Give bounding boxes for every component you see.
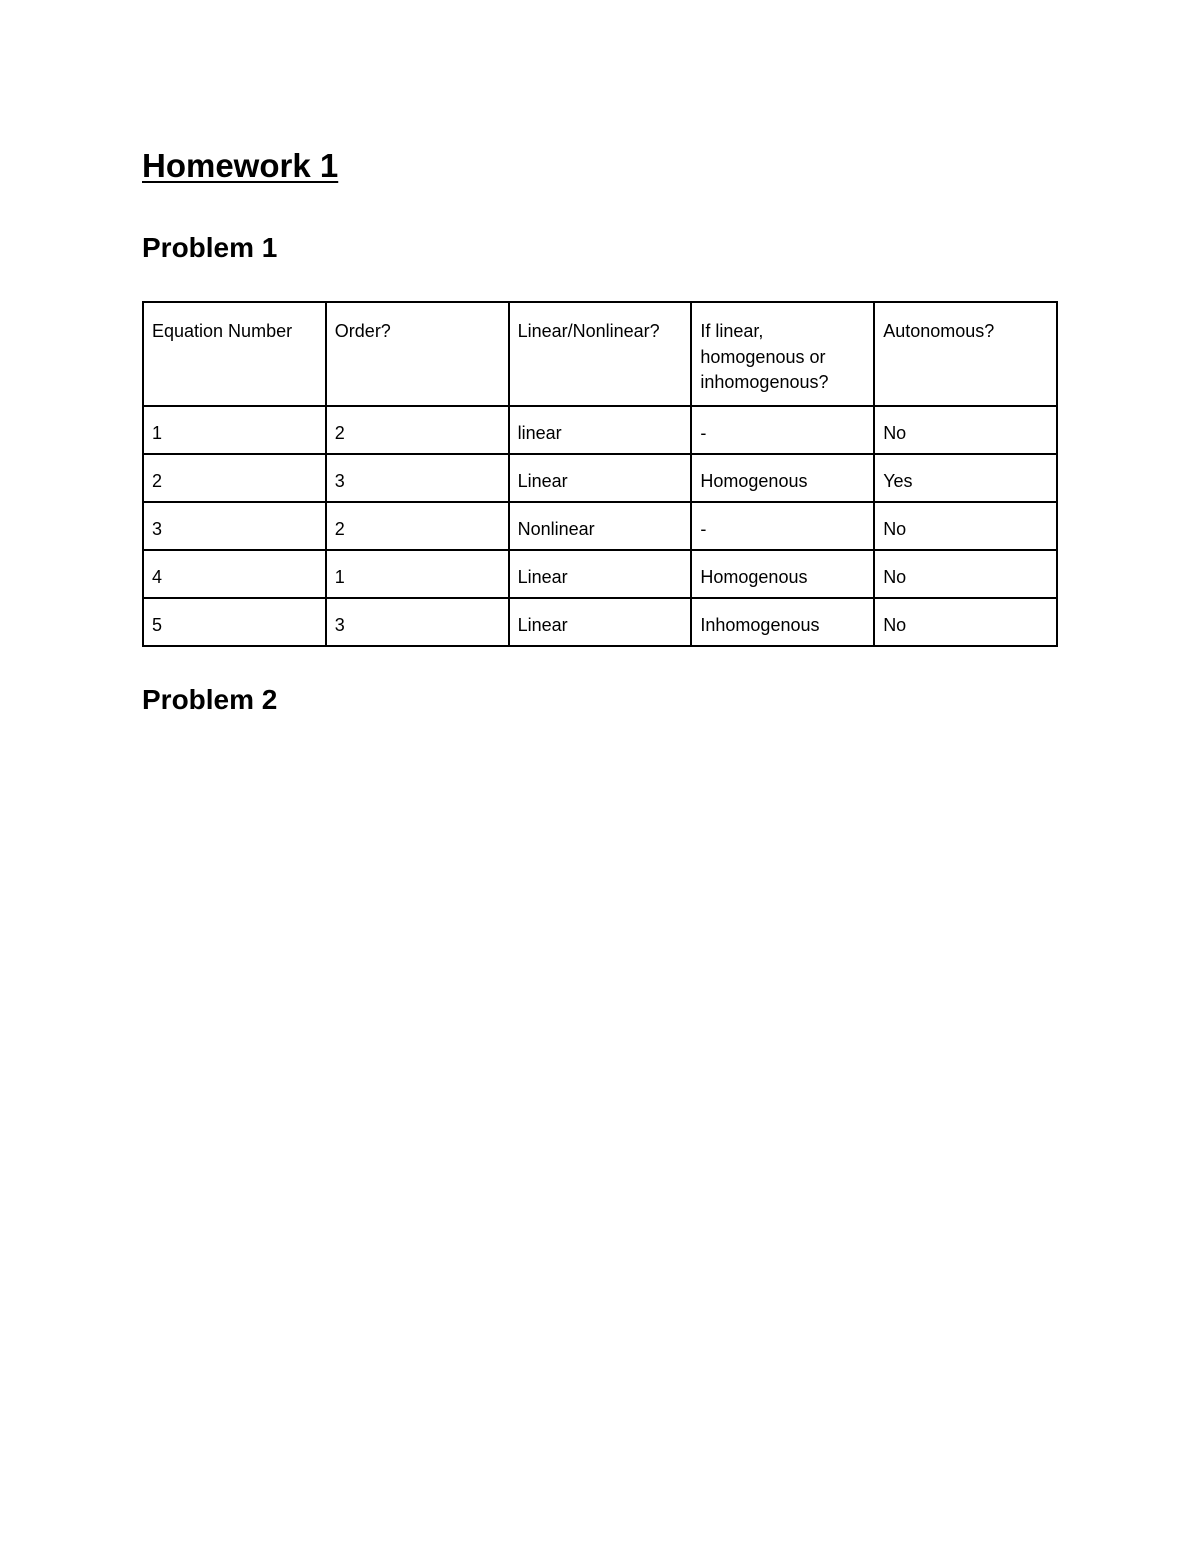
table-row [143,598,1057,646]
cell-equation-number: 2 [143,454,326,502]
table-row [143,454,1057,502]
cell-linearity: Linear [509,550,692,598]
header-autonomous: Autonomous? [874,302,1057,406]
problem-1-heading: Problem 1 [142,232,278,263]
cell-linearity: Nonlinear [509,502,692,550]
document-title: Homework 1 [142,147,339,184]
table-header-row [143,302,1057,406]
cell-homogeneity: Homogenous [691,454,874,502]
cell-homogeneity: - [691,502,874,550]
cell-autonomous: Yes [874,454,1057,502]
cell-order: 3 [326,598,509,646]
cell-homogeneity: - [691,406,874,454]
cell-homogeneity: Inhomogenous [691,598,874,646]
classification-table-container [142,301,1058,647]
cell-equation-number: 4 [143,550,326,598]
problem-2-heading: Problem 2 [142,684,278,715]
cell-equation-number: 1 [143,406,326,454]
cell-order: 1 [326,550,509,598]
cell-autonomous: No [874,502,1057,550]
table-row [143,550,1057,598]
cell-linearity: Linear [509,598,692,646]
cell-order: 2 [326,406,509,454]
table-row [143,502,1057,550]
cell-linearity: linear [509,406,692,454]
cell-homogeneity: Homogenous [691,550,874,598]
cell-autonomous: No [874,406,1057,454]
header-homogeneity: If linear, homogenous or inhomogenous? [691,302,874,406]
header-equation-number: Equation Number [143,302,326,406]
cell-equation-number: 5 [143,598,326,646]
cell-equation-number: 3 [143,502,326,550]
cell-linearity: Linear [509,454,692,502]
cell-autonomous: No [874,550,1057,598]
cell-order: 2 [326,502,509,550]
table-row [143,406,1057,454]
header-linearity: Linear/Nonlinear? [509,302,692,406]
cell-order: 3 [326,454,509,502]
header-order: Order? [326,302,509,406]
classification-table [142,301,1058,647]
cell-autonomous: No [874,598,1057,646]
